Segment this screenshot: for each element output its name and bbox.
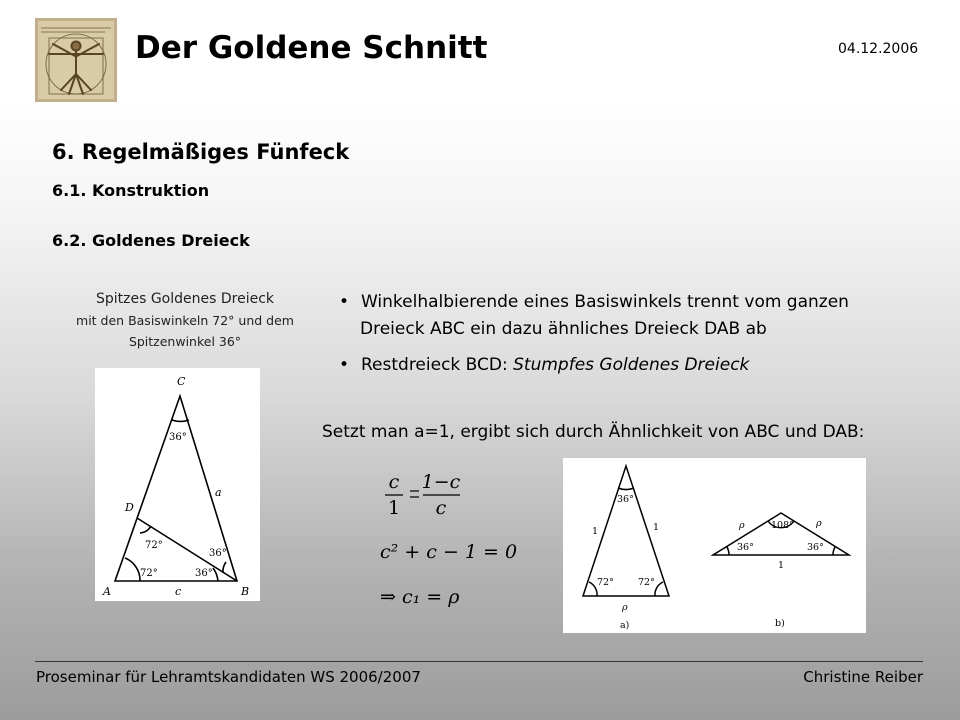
bullet-rest-triangle-prefix: Restdreieck BCD:: [361, 355, 514, 375]
two-golden-triangles-figure: [563, 458, 866, 633]
subsection-construction: 6.1. Konstruktion: [52, 181, 210, 200]
similarity-statement: Setzt man a=1, ergibt sich durch Ähnlichkeit von ABC und DAB:: [322, 422, 865, 442]
fig2b-tag: b): [775, 618, 785, 629]
fig2a-side-left: 1: [592, 526, 599, 537]
formula1-lhs-denominator: 1: [387, 497, 401, 519]
fig2b-top-angle: 108°: [771, 520, 794, 531]
side-label-a: a: [215, 486, 222, 499]
fig2b-base-label: 1: [778, 560, 785, 571]
formula1-rhs-numerator: 1−c: [421, 471, 461, 493]
two-golden-triangles-diagram: [563, 458, 866, 633]
formula-solution: ⇒ c₁ = ρ: [380, 586, 460, 608]
angle-label-b-upper: 36°: [209, 548, 227, 559]
formula-block: [378, 462, 518, 617]
golden-triangle-figure: [95, 368, 260, 601]
vertex-label-d: D: [125, 501, 134, 514]
vertex-label-b: B: [241, 585, 250, 598]
golden-triangle-diagram: [95, 368, 260, 601]
formula1-lhs-numerator: c: [388, 471, 400, 493]
fig2a-base-angle-right: 72°: [638, 577, 655, 588]
side-label-c: c: [175, 585, 182, 598]
fig2b-side-right: ρ: [816, 518, 822, 529]
fig2a-side-right: 1: [653, 522, 660, 533]
fig2b-base-angle-right: 36°: [807, 542, 824, 553]
footer-divider: [35, 661, 923, 662]
subsection-golden-triangle: 6.2. Goldenes Dreieck: [52, 231, 250, 250]
bullet-angle-bisector-continuation: Dreieck ABC ein dazu ähnliches Dreieck DAB ab: [360, 319, 767, 339]
slide-date: 04.12.2006: [838, 41, 919, 57]
fig2a-tag: a): [620, 620, 630, 631]
figure1-caption-line2: mit den Basiswinkeln 72° und dem: [76, 313, 294, 328]
vertex-label-a: A: [103, 585, 111, 598]
bullet-dot: •: [339, 355, 350, 375]
footer-course: Proseminar für Lehramtskandidaten WS 2006/2007: [36, 668, 421, 686]
fig2a-base-angle-left: 72°: [597, 577, 614, 588]
bullet-angle-bisector: [339, 292, 849, 312]
angle-label-d: 72°: [145, 540, 163, 551]
section-heading: 6. Regelmäßiges Fünfeck: [52, 140, 350, 164]
fig2a-top-angle: 36°: [617, 494, 634, 505]
bullet-dot: •: [339, 292, 350, 312]
figure1-caption-title: Spitzes Goldenes Dreieck: [95, 291, 275, 307]
angle-label-top: 36°: [169, 432, 187, 443]
bullet-angle-bisector-text: Winkelhalbierende eines Basiswinkels trennt vom ganzen: [361, 292, 849, 312]
bullet-rest-triangle: [339, 355, 749, 375]
slide-title: Der Goldene Schnitt: [135, 30, 488, 66]
bullet-rest-triangle-italic: Stumpfes Goldenes Dreieck: [513, 355, 750, 375]
footer-author: Christine Reiber: [803, 668, 923, 686]
formula1-rhs-denominator: c: [435, 497, 447, 519]
angle-label-b-lower: 36°: [195, 568, 213, 579]
vitruvian-man-logo: [35, 18, 117, 102]
fig2b-base-angle-left: 36°: [737, 542, 754, 553]
fig2b-side-left: ρ: [739, 520, 745, 531]
fig2a-base-label: ρ: [622, 602, 628, 613]
formula-quadratic: c² + c − 1 = 0: [380, 541, 518, 563]
figure1-caption-line3: Spitzenwinkel 36°: [128, 334, 242, 349]
vertex-label-c: C: [177, 375, 186, 388]
angle-label-a: 72°: [140, 568, 158, 579]
